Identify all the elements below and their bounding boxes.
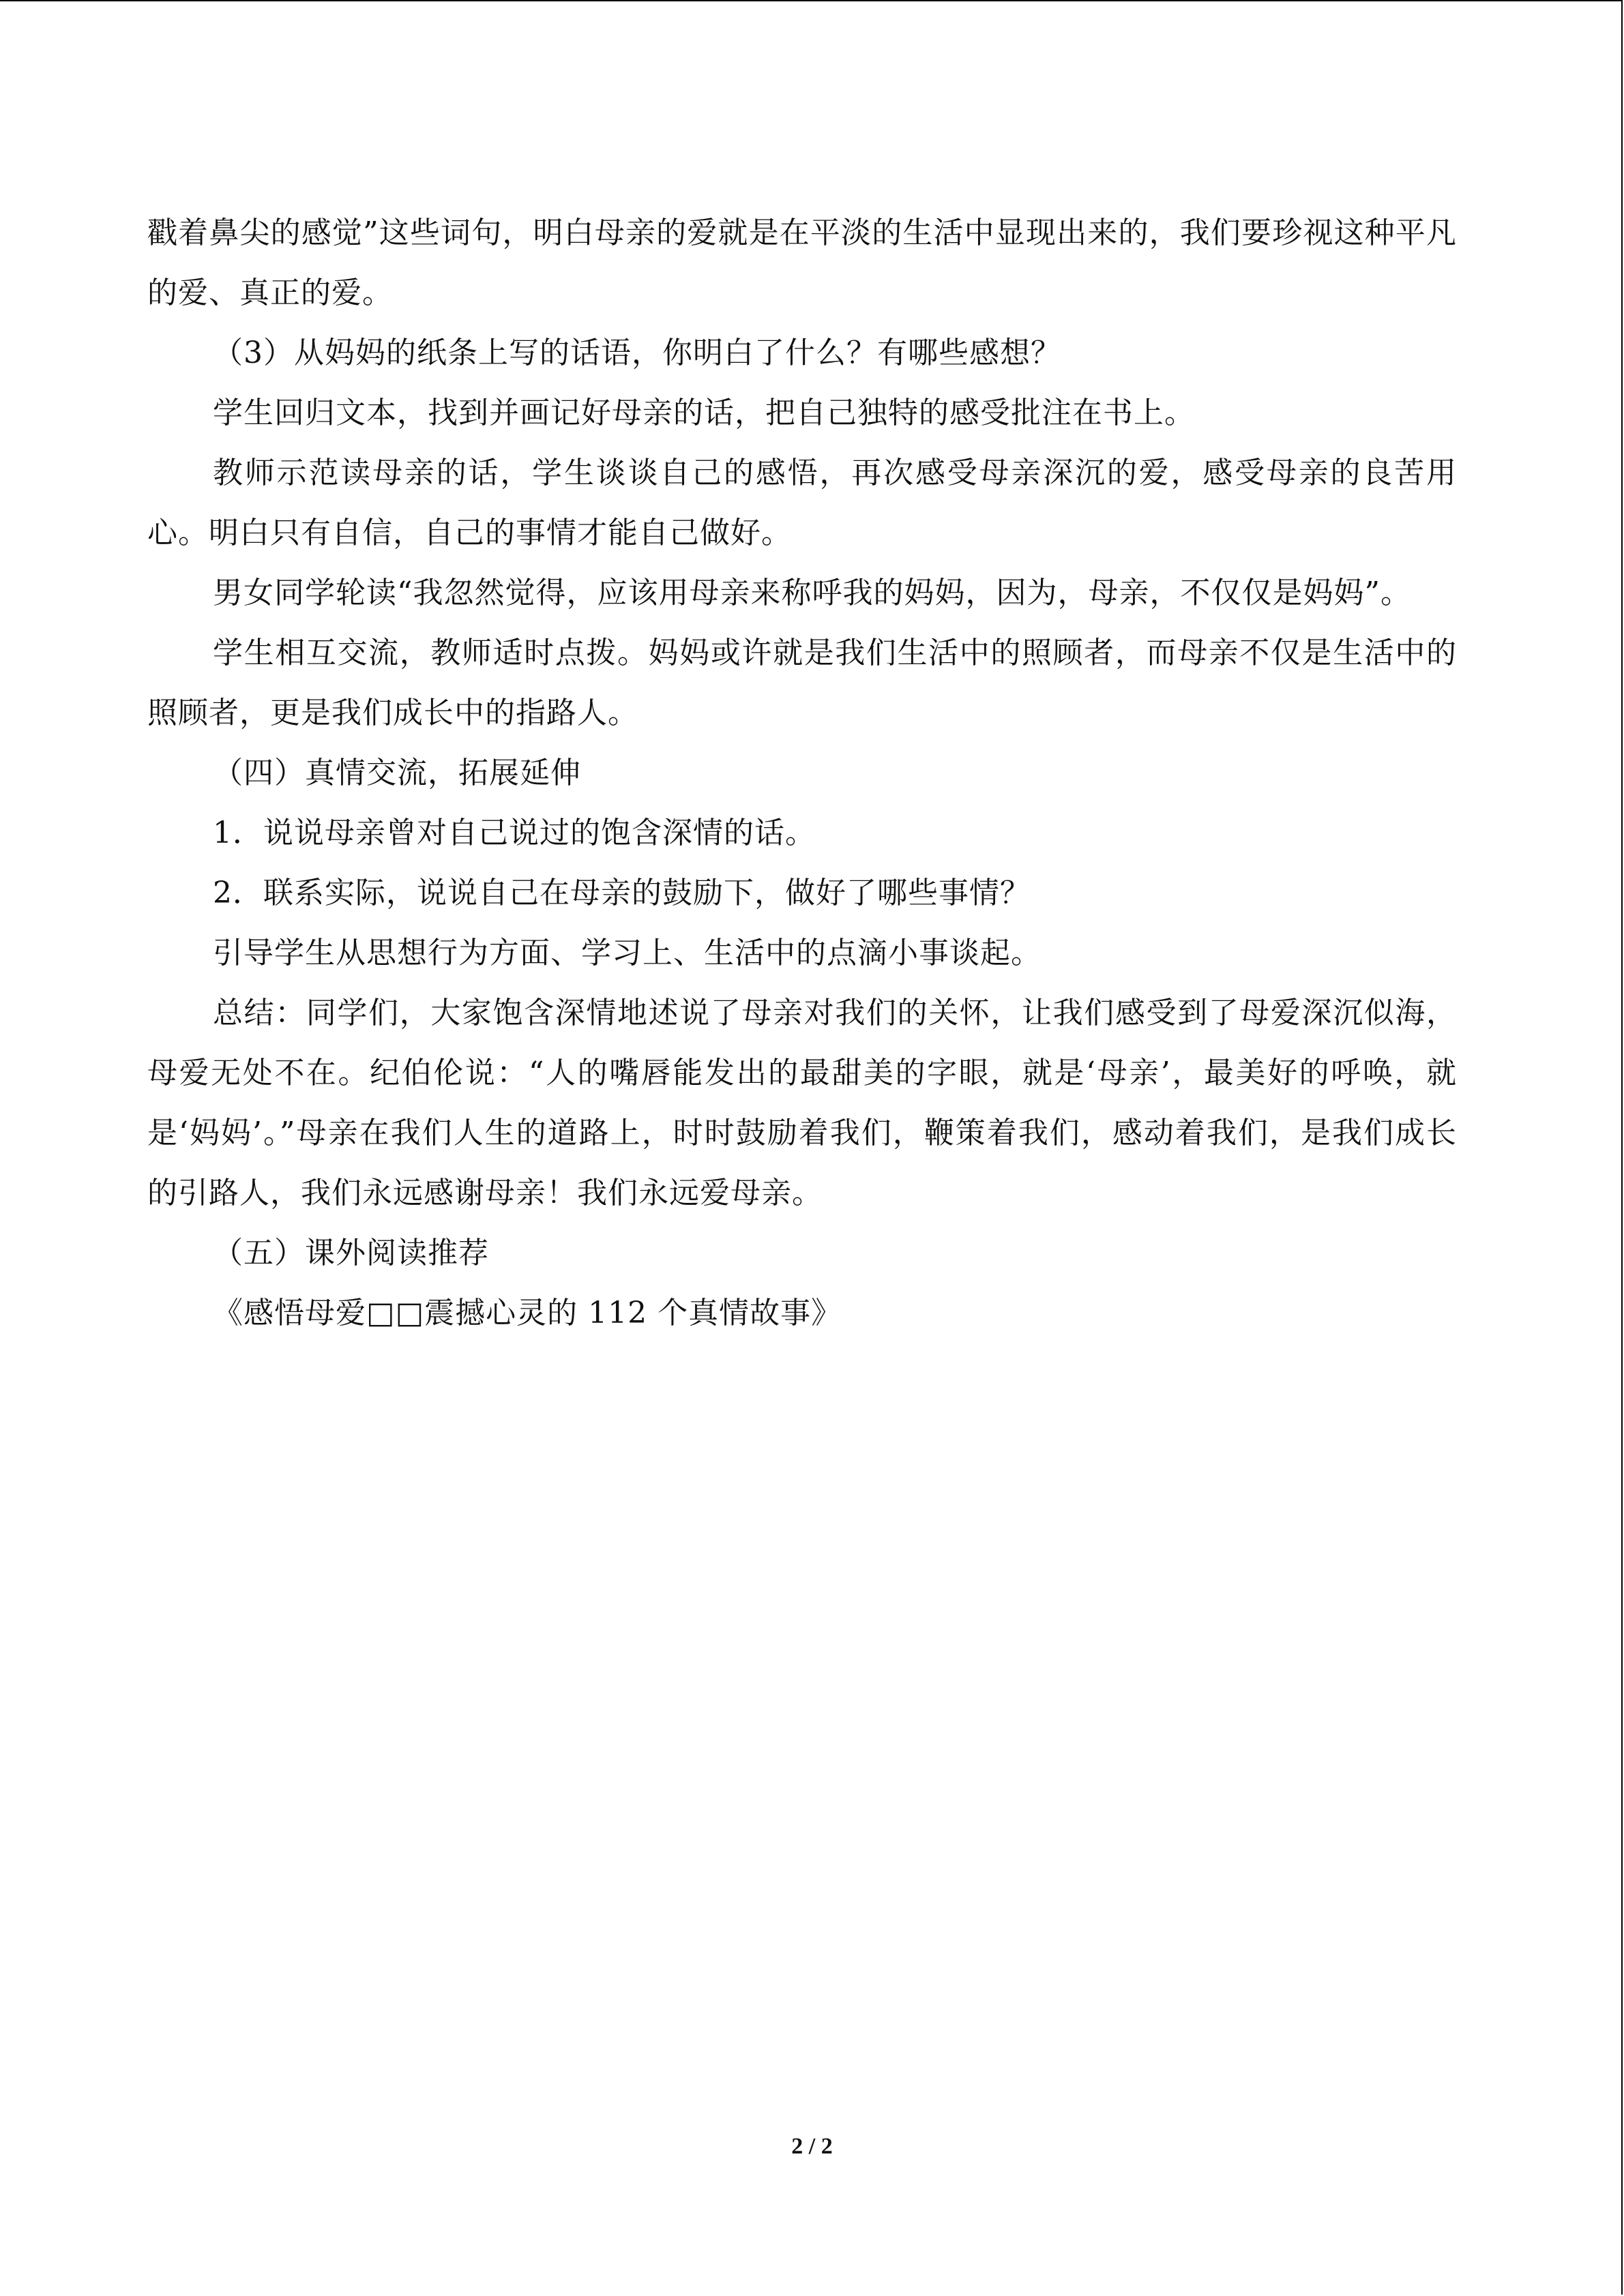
list-item-2: 2．联系实际，说说自己在母亲的鼓励下，做好了哪些事情？ (213, 876, 1031, 910)
section-heading-4: （四）真情交流，拓展延伸 (213, 756, 581, 790)
paragraph-question-3: （3）从妈妈的纸条上写的话语，你明白了什么？有哪些感想？ (213, 336, 1061, 370)
paragraph-student-return: 学生回归文本，找到并画记好母亲的话，把自己独特的感受批注在书上。 (213, 396, 1195, 430)
section-heading-5: （五）课外阅读推荐 (213, 1236, 489, 1270)
paragraph-summary: 总结：同学们，大家饱含深情地述说了母亲对我们的关怀，让我们感受到了母爱深沉似海，母爱无处不在。纪伯伦说：“人的嘴唇能发出的最甜美的字眼，就是‘母亲’，最美好的呼唤，就是‘妈妈’。”母亲在我们人生的道路上，时时鼓励着我们，鞭策着我们，感动着我们，是我们成长的引路人，我们永远感谢母亲！我们永远爱母亲。 (147, 996, 1457, 1210)
paragraph-teacher-demo: 教师示范读母亲的话，学生谈谈自己的感悟，再次感受母亲深沉的爱，感受母亲的良苦用心。明白只有自信，自己的事情才能自己做好。 (147, 456, 1457, 550)
paragraph-continuation: 戳着鼻尖的感觉”这些词句，明白母亲的爱就是在平淡的生活中显现出来的，我们要珍视这种平凡的爱、真正的爱。 (147, 215, 1457, 310)
document-body (147, 203, 1457, 1343)
paragraph-exchange: 学生相互交流，教师适时点拨。妈妈或许就是我们生活中的照顾者，而母亲不仅是生活中的照顾者，更是我们成长中的指路人。 (147, 636, 1457, 730)
paragraph-guidance: 引导学生从思想行为方面、学习上、生活中的点滴小事谈起。 (213, 936, 1042, 970)
book-recommendation: 《感悟母爱□□震撼心灵的 112 个真情故事》 (213, 1296, 842, 1330)
page-number: 2 / 2 (791, 2134, 833, 2159)
list-item-1: 1．说说母亲曾对自己说过的饱含深情的话。 (213, 816, 816, 850)
paragraph-alternate-reading: 男女同学轮读“我忽然觉得，应该用母亲来称呼我的妈妈，因为，母亲，不仅仅是妈妈”。 (213, 576, 1411, 610)
